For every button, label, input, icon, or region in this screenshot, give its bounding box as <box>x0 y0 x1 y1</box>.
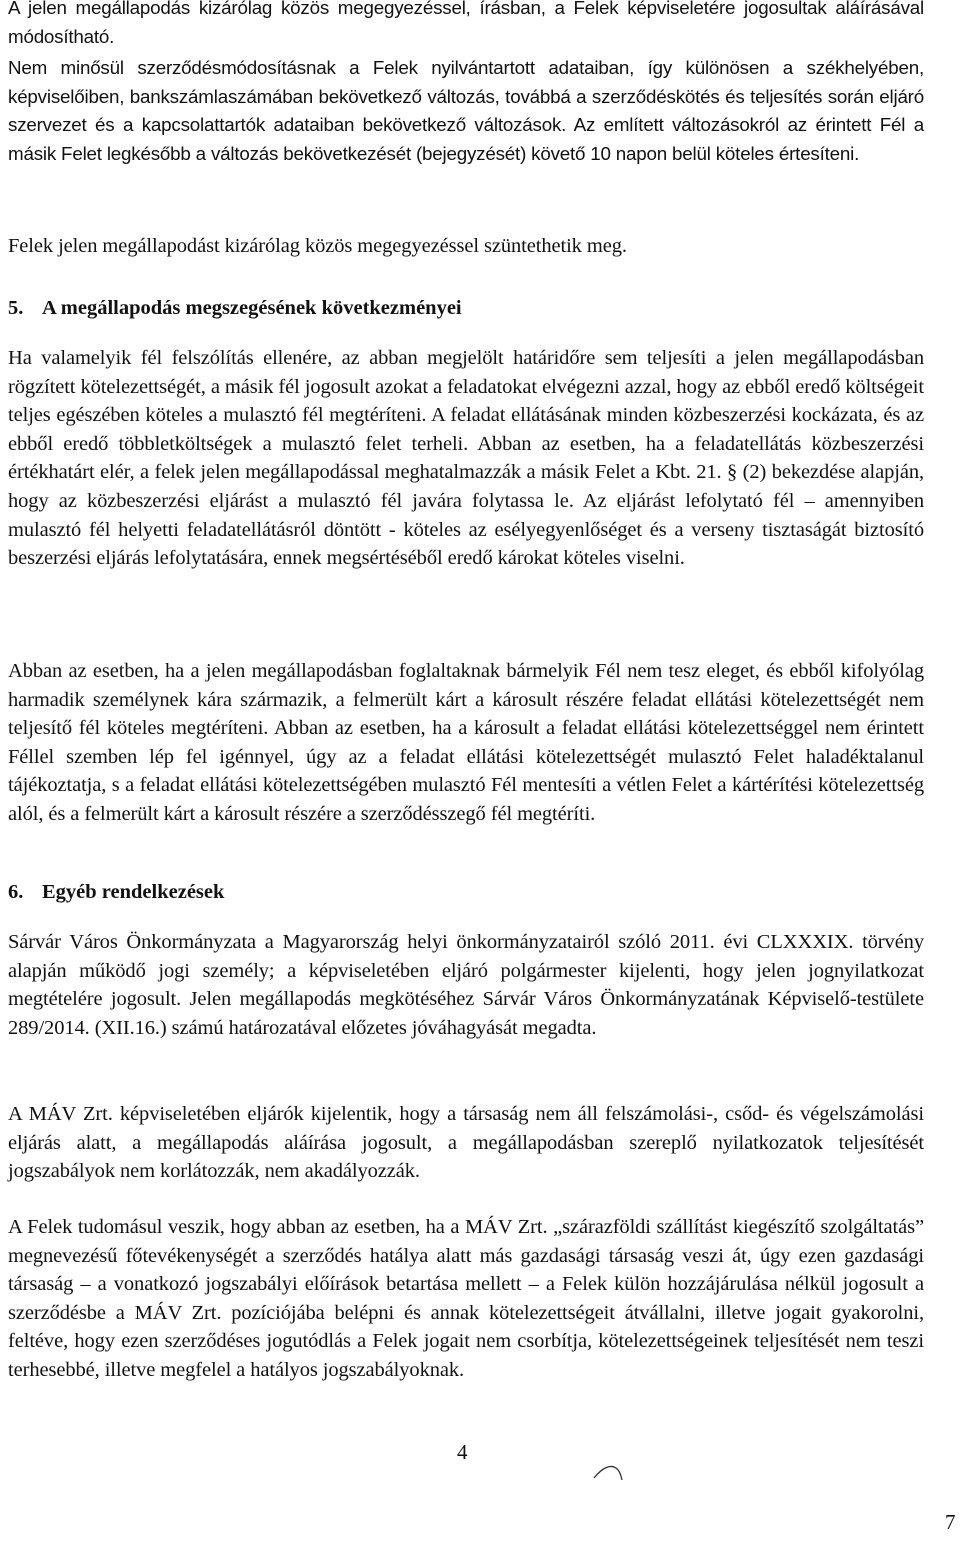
damages-paragraph: Abban az esetben, ha a jelen megállapodásban foglaltaknak bármelyik Fél nem tesz eleget, és ebből kifolyólag harmadik személynek kára származik, a felmerült kárt a károsult részére feladat ellátási kötelezettségét nem teljesítő fél köteles megtéríteni. Abban az esetben, ha a károsult a feladat ellátási kötelezettséggel nem érintett Féllel szemben lép fel igénnyel, úgy az a feladat ellátási kötelezettségét mulasztó Felet haladéktalanul tájékoztatja, s a feladat ellátási kötelezettségében mulasztó Fél mentesíti a vétlen Felet a kártérítési kötelezettség alól, és a felmerült kárt a károsult részére a szerződésszegő fél megtéríti. <box>8 660 924 825</box>
section-6-heading <box>8 878 224 906</box>
succession-paragraph: A Felek tudomásul veszik, hogy abban az esetben, ha a MÁV Zrt. „szárazföldi szállítást kiegészítő szolgáltatás” megnevezésű főtevékenységét a szerződés hatálya alatt más gazdasági társaság veszi át, úgy ezen gazdasági társaság – a vonatkozó jogszabályi előírások betartása mellett – a Felek külön hozzájárulása nélkül jogosult a szerződésbe a MÁV Zrt. pozíciójába belépni és annak kötelezettségeit átvállalni, illetve jogait gyakorolni, feltéve, hogy ezen szerződéses jogutódlás a Felek jogait nem csorbítja, kötelezettségeinek teljesítését nem teszi terhesebbé, illetve megfelel a hatályos jogszabályoknak. <box>8 1216 924 1381</box>
section-5-title: A megállapodás megszegésének következményei <box>42 297 462 319</box>
corner-page-number: 7 <box>945 1510 956 1534</box>
section-5-number: 5. <box>8 297 24 319</box>
handwritten-mark <box>590 1460 630 1484</box>
mav-statement-paragraph: A MÁV Zrt. képviseletében eljárók kijelentik, hogy a társaság nem áll felszámolási-, csőd- és végelszámolási eljárás alatt, a megállapodás aláírása jogosult, a megállapodásban szereplő nyilatkozatok teljesítését jogszabályok nem korlátozzák, nem akadályozzák. <box>8 1103 924 1183</box>
breach-consequences-paragraph: Ha valamelyik fél felszólítás ellenére, az abban megjelölt határidőre sem teljesíti a jelen megállapodásban rögzített kötelezettségét, a másik fél jogosult azokat a feladatokat elvégezni azzal, hogy az ebből eredő költségeit teljes egészében köteles a mulasztó fél megtéríteni. A feladat ellátásának minden közbeszerzési kockázata, és az ebből eredő többletköltségek a mulasztó felet terheli. Abban az esetben, ha a feladatellátás közbeszerzési értékhatárt elér, a felek jelen megállapodással meghatalmazzák a másik Felet a Kbt. 21. § (2) bekezdése alapján, hogy az közbeszerzési eljárást a mulasztó fél javára folytassa le. Az eljárást lefolytató fél – amennyiben mulasztó fél helyetti feladatellátásról döntött - köteles az esélyegyenlőséget és a verseny tisztaságát biztosító beszerzési eljárás lefolytatására, ennek megsértéséből eredő károkat köteles viselni. <box>8 347 924 570</box>
section-6-number: 6. <box>8 881 24 903</box>
municipality-statement-paragraph: Sárvár Város Önkormányzata a Magyarország helyi önkormányzatairól szóló 2011. évi CLXXXIX. törvény alapján működő jogi személy; a képviseletében eljáró polgármester kijelenti, hogy jelen jognyilatkozat megtételére jogosult. Jelen megállapodás megkötéséhez Sárvár Város Önkormányzatának Képviselő-testülete 289/2014. (XII.16.) számú határozatával előzetes jóváhagyását megadta. <box>8 931 924 1039</box>
section-6-title: Egyéb rendelkezések <box>42 881 225 903</box>
registry-changes-paragraph: Nem minősül szerződésmódosításnak a Felek nyilvántartott adataiban, így különösen a székhelyében, képviselőiben, bankszámlaszámában bekövetkező változás, továbbá a szerződéskötés és teljesítés során eljáró szervezet és a kapcsolattartók adataiban bekövetkező változások. Az említett változásokról az érintett Fél a másik Felet legkésőbb a változás bekövetkezését (bejegyzését) követő 10 napon belül köteles értesíteni. <box>8 57 924 164</box>
amendment-paragraph: A jelen megállapodás kizárólag közös megegyezéssel, írásban, a Felek képviseletére jogosultak aláírásával módosítható. <box>8 0 924 47</box>
section-5-heading <box>8 294 462 322</box>
termination-paragraph: Felek jelen megállapodást kizárólag közös megegyezéssel szüntethetik meg. <box>8 235 627 257</box>
page-number: 4 <box>457 1440 468 1464</box>
